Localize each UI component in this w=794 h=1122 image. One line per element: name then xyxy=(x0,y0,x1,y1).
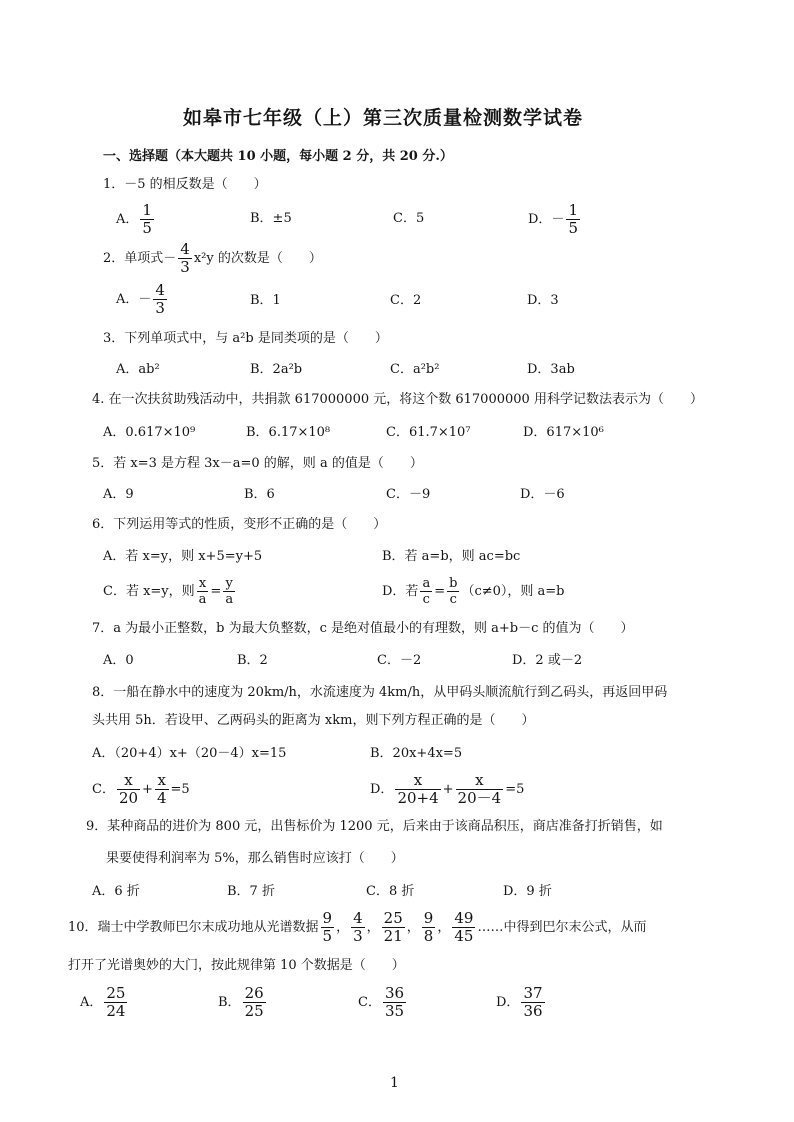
fraction xyxy=(452,910,475,945)
question-10-line-2: 打开了光谱奥妙的大门，按此规律第 10 个数据是（ ） xyxy=(68,958,405,973)
stem-prefix: 10．瑞士中学教师巴尔末成功地从光谱数据 xyxy=(68,920,319,935)
q8-option-a: A．（20+4）x+（20－4）x=15 xyxy=(92,746,287,761)
numerator: 1 xyxy=(568,201,578,219)
q4-option-b: B．6.17×10⁸ xyxy=(246,425,331,440)
question-5-stem: 5．若 x=3 是方程 3x－a=0 的解，则 a 的值是（ ） xyxy=(92,456,423,471)
q8-option-c xyxy=(92,772,190,807)
question-9-line-1: 9．某种商品的进价为 800 元，出售标价为 1200 元，后来由于该商品积压，商店准备打折销售，如 xyxy=(86,819,663,834)
numerator: x xyxy=(395,772,440,790)
numerator: 1 xyxy=(142,201,152,219)
q6-option-a: A．若 x=y，则 x+5=y+5 xyxy=(103,549,263,564)
denominator: 5 xyxy=(322,927,333,945)
q2-option-d: D．3 xyxy=(527,293,559,308)
denominator: 20－4 xyxy=(457,789,502,807)
denominator: 3 xyxy=(155,299,165,317)
numerator: 36 xyxy=(384,984,405,1002)
option-label: D． xyxy=(496,995,520,1010)
denominator: 8 xyxy=(423,927,434,945)
option-text: C．若 x=y，则 xyxy=(103,584,195,599)
q3-option-a: A．ab² xyxy=(116,362,160,377)
fraction xyxy=(382,910,405,945)
q8-option-d xyxy=(370,772,524,807)
fraction xyxy=(117,772,140,807)
option-label: C． xyxy=(358,995,381,1010)
numerator: y xyxy=(223,576,235,592)
plus-sign: + xyxy=(142,782,153,797)
question-3-stem: 3．下列单项式中，与 a²b 是同类项的是（ ） xyxy=(103,331,388,346)
q3-option-c: C．a²b² xyxy=(390,362,440,377)
q1-option-b: B．±5 xyxy=(250,211,292,226)
fraction xyxy=(456,772,504,807)
numerator: 4 xyxy=(353,909,363,927)
option-text: （c≠0），则 a=b xyxy=(461,584,565,599)
option-label: A． xyxy=(80,995,103,1010)
q4-option-a: A．0.617×10⁹ xyxy=(103,425,196,440)
fraction xyxy=(178,241,192,276)
numerator: 25 xyxy=(383,909,403,927)
denominator: 36 xyxy=(523,1002,543,1020)
option-label: D．－ xyxy=(528,212,565,227)
fraction xyxy=(140,202,154,237)
q7-option-b: B．2 xyxy=(237,653,268,668)
q2-option-a xyxy=(116,282,169,317)
denominator: 4 xyxy=(156,789,167,807)
denominator: 3 xyxy=(353,927,363,945)
page-number: 1 xyxy=(390,1075,399,1091)
option-text: =5 xyxy=(170,782,190,797)
numerator: b xyxy=(449,576,458,591)
fraction xyxy=(351,910,365,945)
fraction xyxy=(243,985,266,1020)
q8-option-b: B．20x+4x=5 xyxy=(370,746,463,761)
q7-option-d: D．2 或－2 xyxy=(512,653,583,668)
numerator: 4 xyxy=(155,281,165,299)
stem-suffix: x²y 的次数是（ ） xyxy=(193,251,322,266)
numerator: 37 xyxy=(523,984,543,1002)
denominator: 20 xyxy=(118,789,139,807)
numerator: x xyxy=(117,772,140,790)
fraction xyxy=(197,576,209,607)
option-label: D． xyxy=(370,782,394,797)
stem-suffix: ……中得到巴尔末公式，从而 xyxy=(477,920,647,935)
numerator: x xyxy=(197,576,209,592)
question-4-stem: 4. 在一次扶贫助残活动中，共捐款 617000000 元，将这个数 617000000 用科学记数法表示为（ ） xyxy=(92,392,703,407)
fraction xyxy=(395,772,440,807)
fraction xyxy=(104,985,127,1020)
q9-option-a: A．6 折 xyxy=(92,884,140,899)
fraction xyxy=(566,202,580,237)
numerator: 49 xyxy=(454,909,474,927)
q5-option-d: D．－6 xyxy=(520,487,565,502)
q2-option-c: C．2 xyxy=(390,293,422,308)
denominator: 24 xyxy=(106,1002,126,1020)
fraction xyxy=(153,282,167,317)
numerator: 26 xyxy=(244,984,264,1002)
question-2-stem xyxy=(103,241,322,276)
option-label: A．－ xyxy=(116,292,152,307)
denominator: c xyxy=(422,592,430,607)
q1-option-d xyxy=(528,202,582,237)
numerator: 25 xyxy=(106,984,126,1002)
denominator: a xyxy=(225,592,234,607)
q1-option-c: C．5 xyxy=(393,211,425,226)
question-6-stem: 6．下列运用等式的性质，变形不正确的是（ ） xyxy=(92,517,387,532)
q2-option-b: B．1 xyxy=(250,293,281,308)
q6-option-d xyxy=(382,576,564,607)
numerator: 4 xyxy=(180,240,190,258)
equals-sign: = xyxy=(434,584,446,599)
denominator: 45 xyxy=(454,927,474,945)
q10-option-d xyxy=(496,985,547,1020)
denominator: 5 xyxy=(568,219,578,237)
fraction xyxy=(223,576,235,607)
denominator: 3 xyxy=(180,258,190,276)
q6-option-b: B．若 a=b，则 ac=bc xyxy=(382,549,521,564)
option-label: A． xyxy=(116,212,139,227)
q1-option-a xyxy=(116,202,156,237)
denominator: 35 xyxy=(384,1002,405,1020)
question-7-stem: 7．a 为最小正整数，b 为最大负整数，c 是绝对值最小的有理数，则 a+b－c 的值为（ ） xyxy=(92,621,634,636)
q4-option-d: D．617×10⁶ xyxy=(523,425,604,440)
q4-option-c: C．61.7×10⁷ xyxy=(386,425,471,440)
equals-sign: = xyxy=(210,584,222,599)
option-label: C． xyxy=(92,782,115,797)
numerator: 9 xyxy=(423,909,434,927)
numerator: 9 xyxy=(322,909,333,927)
q6-option-c xyxy=(103,576,237,607)
q9-option-c: C．8 折 xyxy=(366,884,415,899)
denominator: 21 xyxy=(383,927,403,945)
option-text: D．若 xyxy=(382,584,419,599)
page-title: 如皋市七年级（上）第三次质量检测数学试卷 xyxy=(183,107,584,129)
q3-option-b: B．2a²b xyxy=(250,362,303,377)
denominator: 20+4 xyxy=(397,789,439,807)
q9-option-b: B．7 折 xyxy=(227,884,275,899)
fraction xyxy=(521,985,544,1020)
question-8-line-2: 头共用 5h．若设甲、乙两码头的距离为 xkm，则下列方程正确的是（ ） xyxy=(92,713,535,728)
fraction xyxy=(422,910,436,945)
q10-option-a xyxy=(80,985,129,1020)
q10-option-c xyxy=(358,985,408,1020)
question-10-line-1: 10．瑞士中学教师巴尔末成功地从光谱数据 $\frac{9}{5}$ ， $\frac{4}{3}$ ， $\frac{25}{21}$ ， $\frac{9}{8}$ ， $\frac{49}{45}$ ……中得到巴尔末公式，从而 xyxy=(68,909,647,945)
question-1-stem: 1．－5 的相反数是（ ） xyxy=(103,177,267,192)
fraction xyxy=(155,772,169,807)
denominator: 5 xyxy=(142,219,152,237)
q3-option-d: D．3ab xyxy=(527,362,575,377)
fraction xyxy=(447,576,459,607)
question-8-line-1: 8．一船在静水中的速度为 20km/h，水流速度为 4km/h，从甲码头顺流航行到乙码头，再返回甲码 xyxy=(92,685,668,700)
q9-option-d: D．9 折 xyxy=(503,884,552,899)
stem-prefix: 2．单项式－ xyxy=(103,251,177,266)
denominator: 25 xyxy=(244,1002,264,1020)
numerator: x xyxy=(456,772,504,790)
q10-option-b xyxy=(218,985,268,1020)
q7-option-c: C．－2 xyxy=(377,653,422,668)
fraction xyxy=(383,985,406,1020)
fraction xyxy=(321,910,335,945)
numerator: a xyxy=(422,576,431,591)
denominator: a xyxy=(198,592,207,607)
q7-option-a: A．0 xyxy=(103,653,134,668)
q5-option-c: C．－9 xyxy=(386,487,431,502)
q5-option-b: B．6 xyxy=(244,487,275,502)
option-label: B． xyxy=(218,995,241,1010)
numerator: x xyxy=(155,772,169,790)
section-heading: 一、选择题（本大题共 10 小题，每小题 2 分，共 20 分.） xyxy=(103,149,453,164)
fraction xyxy=(420,576,432,607)
option-text: =5 xyxy=(505,782,525,797)
plus-sign: + xyxy=(442,782,454,797)
question-9-line-2: 果要使得利润率为 5%，那么销售时应该打（ ） xyxy=(106,851,404,866)
denominator: c xyxy=(449,592,457,607)
q5-option-a: A．9 xyxy=(103,487,134,502)
